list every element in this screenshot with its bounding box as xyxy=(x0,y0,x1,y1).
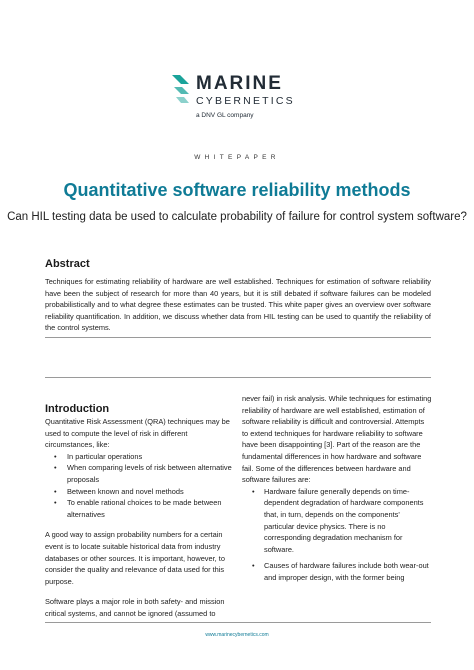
brand-tagline: a DNV GL company xyxy=(196,112,254,119)
list-item: • Causes of hardware failures include both wear-out and improper design, with the former being xyxy=(242,560,432,583)
logo-mark-icon xyxy=(172,75,190,105)
list-item: • When comparing levels of risk between alternative proposals xyxy=(45,462,233,485)
footer-divider xyxy=(45,622,431,623)
brand-name-line2: CYBERNETICS xyxy=(196,95,295,107)
list-item: • Between known and novel methods xyxy=(45,486,233,498)
brand-name-line1: MARINE xyxy=(196,73,283,94)
paragraph: A good way to assign probability numbers for a certain event is to locate suitable historical data from industry databases or other sources. It is important, however, to consider the quality and relevance of data used for this purpose. xyxy=(45,530,225,586)
divider xyxy=(45,337,431,338)
document-title: Quantitative software reliability methods xyxy=(63,180,411,200)
paragraph: Software plays a major role in both safety- and mission critical systems, and cannot be ignored (assumed to xyxy=(45,597,225,618)
divider xyxy=(45,377,431,378)
list-item: • Hardware failure generally depends on time-dependent degradation of hardware components that, in turn, depends on the components' particular device physics. There is no corresponding degradation mechanism for software. xyxy=(242,486,432,556)
footer-url-link[interactable]: www.marinecybernetics.com xyxy=(205,632,269,638)
abstract-heading: Abstract xyxy=(45,258,90,270)
abstract-body: Techniques for estimating reliability of hardware are well established. Techniques for estimation of software reliability have been the subject of research for more than 40 years, but it is still debated if software failures can be modeled probabilistically and to what degree these estimates can be trusted. This white paper gives an overview over software reliability quantification. In addition, we discuss whether data from HIL testing can be used to quantify the reliability of the control systems. xyxy=(45,277,431,333)
paragraph: Quantitative Risk Assessment (QRA) techniques may be used to compute the level of risk in different circumstances, like: xyxy=(45,417,230,450)
list-item: • In particular operations xyxy=(45,451,233,463)
right-column xyxy=(242,393,432,584)
bullet-list xyxy=(242,486,432,584)
bullet-list xyxy=(45,451,233,521)
company-logo xyxy=(172,73,295,126)
document-subtitle: Can HIL testing data be used to calculate probability of failure for control system software? xyxy=(7,211,467,223)
introduction-heading: Introduction xyxy=(45,403,110,415)
list-item: • To enable rational choices to be made between alternatives xyxy=(45,497,233,520)
paragraph: never fail) in risk analysis. While techniques for estimating reliability of hardware are well established, estimation of software reliability is difficult and controversial. Attempts to extend techniques for hardware reliability to software have been disappointing [3]. Part of the reason are the fundamental differences in how hardware and software fail. Some of the differences between hardware and software failures are: xyxy=(242,394,432,485)
left-column xyxy=(45,403,233,620)
document-type-label: WHITEPAPER xyxy=(194,154,280,161)
